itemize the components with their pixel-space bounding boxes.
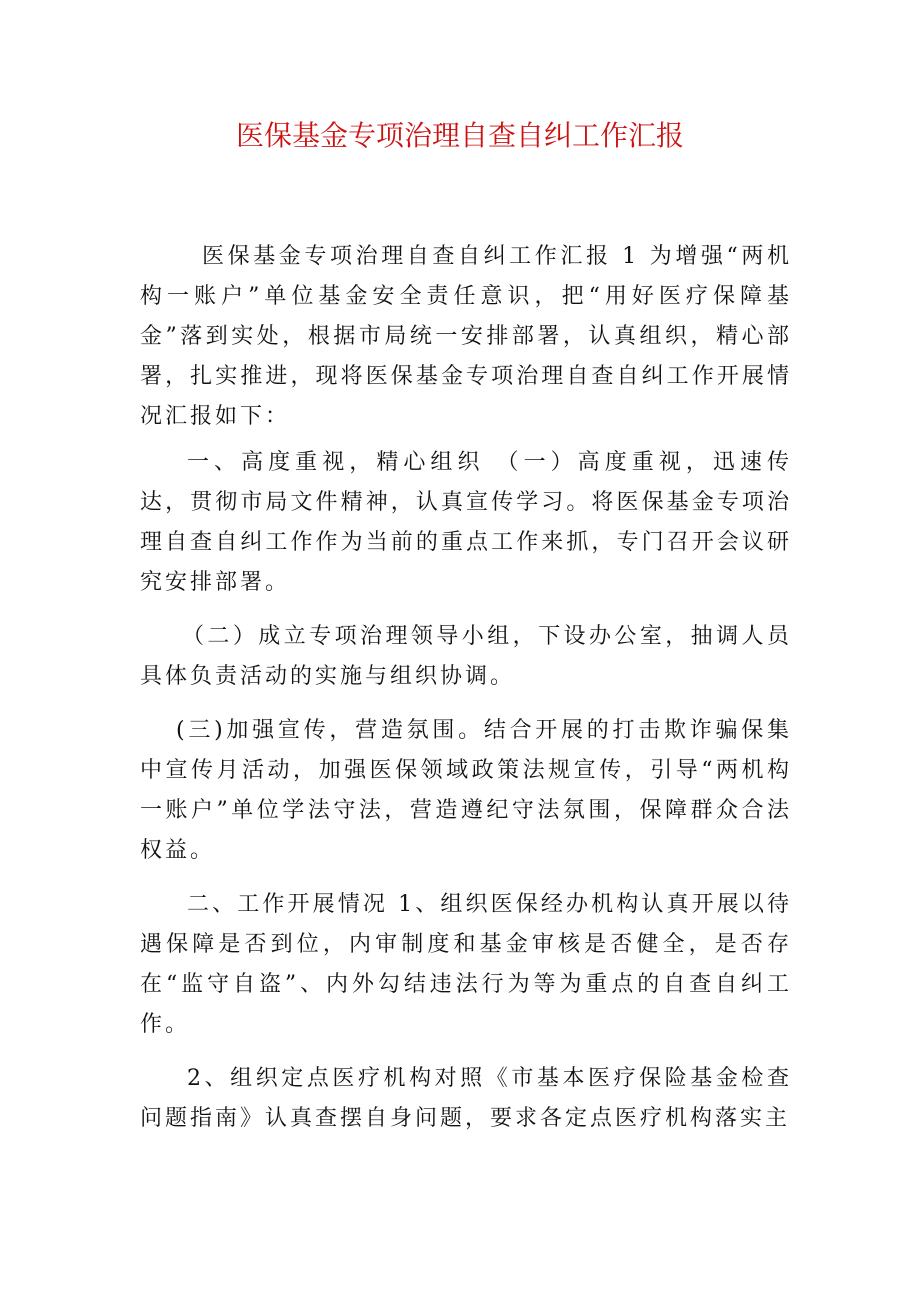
- paragraph-section-1-item-3: (三)加强宣传，营造氛围。结合开展的打击欺诈骗保集中宣传月活动，加强医保领域政策法规宣传，引导“两机构一账户”单位学法守法，营造遵纪守法氛围，保障群众合法权益。: [140, 718, 792, 863]
- document-body: [140, 237, 792, 1139]
- document-title: 医保基金专项治理自查自纠工作汇报: [235, 119, 684, 152]
- paragraph-section-1: 一、高度重视，精心组织 （一）高度重视，迅速传达，贯彻市局文件精神，认真宣传学习。将医保基金专项治理自查自纠工作作为当前的重点工作来抓，专门召开会议研究安排部署。: [140, 450, 792, 595]
- paragraph-intro: 医保基金专项治理自查自纠工作汇报 1 为增强“两机构一账户”单位基金安全责任意识，把“用好医疗保障基金”落到实处，根据市局统一安排部署，认真组织，精心部署，扎实推进，现将医保基金专项治理自查自纠工作开展情况汇报如下：: [140, 244, 792, 429]
- paragraph-section-2-item-2: 2、组织定点医疗机构对照《市基本医疗保险基金检查问题指南》认真查摆自身问题，要求各定点医疗机构落实主: [140, 1066, 792, 1131]
- paragraph-section-2: 二、工作开展情况 1、组织医保经办机构认真开展以待遇保障是否到位，内审制度和基金审核是否健全，是否存在“监守自盗”、内外勾结违法行为等为重点的自查自纠工作。: [140, 892, 792, 1037]
- paragraph-section-1-item-2: （二）成立专项治理领导小组，下设办公室，抽调人员具体负责活动的实施与组织协调。: [140, 624, 792, 689]
